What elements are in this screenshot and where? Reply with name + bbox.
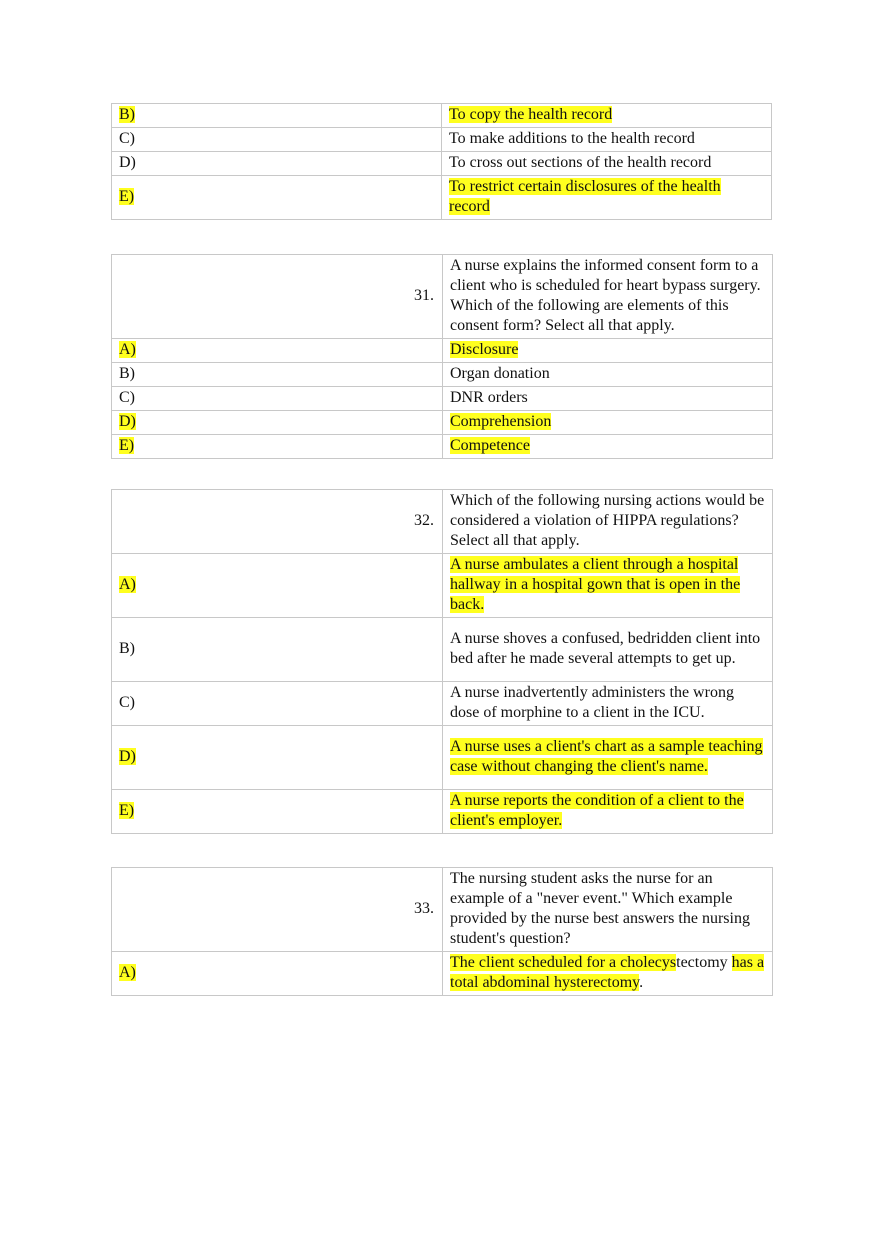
question-30-options-table: [111, 103, 772, 220]
option-text: To copy the health record: [449, 106, 613, 123]
option-row: [112, 682, 773, 726]
option-text: To cross out sections of the health record: [449, 154, 712, 171]
option-label: E): [119, 802, 135, 819]
option-label: A): [119, 341, 136, 358]
option-text: To make additions to the health record: [449, 130, 695, 147]
question-text: The nursing student asks the nurse for an example of a "never event." Which example provided by the nurse best answers the nursing student's question?: [450, 870, 750, 947]
option-row: [112, 411, 773, 435]
option-text: A nurse uses a client's chart as a sample teaching case without changing the client's name.: [450, 738, 763, 775]
option-label: D): [119, 154, 136, 171]
option-label: C): [119, 130, 135, 147]
option-label: C): [119, 389, 135, 406]
option-text: Competence: [450, 437, 530, 454]
option-text-plain: tectomy: [676, 954, 728, 971]
option-row: [112, 128, 772, 152]
option-row: [112, 339, 773, 363]
option-row: [112, 152, 772, 176]
option-text: Organ donation: [450, 365, 550, 382]
option-label: B): [119, 640, 135, 657]
question-row: [112, 868, 773, 952]
option-label: C): [119, 694, 135, 711]
question-text: A nurse explains the informed consent form to a client who is scheduled for heart bypass surgery. Which of the following are elements of this consent form? Select all that apply.: [450, 257, 761, 334]
option-row: [112, 363, 773, 387]
option-label: A): [119, 964, 136, 981]
question-row: [112, 490, 773, 554]
option-label: E): [119, 437, 135, 454]
option-text: To restrict certain disclosures of the health record: [449, 178, 721, 215]
option-text: A nurse reports the condition of a client to the client's employer.: [450, 792, 744, 829]
question-32-table: [111, 489, 773, 834]
option-text: DNR orders: [450, 389, 528, 406]
option-row: [112, 952, 773, 996]
option-text-highlighted: has a total abdominal hysterectomy: [450, 954, 765, 991]
option-row: [112, 176, 772, 220]
option-text: A nurse ambulates a client through a hospital hallway in a hospital gown that is open in the back.: [450, 556, 741, 613]
option-label: B): [119, 365, 135, 382]
option-label: A): [119, 576, 136, 593]
option-row: [112, 790, 773, 834]
question-33-table: [111, 867, 773, 996]
option-text: A nurse inadvertently administers the wrong dose of morphine to a client in the ICU.: [450, 684, 734, 721]
option-text-tail: .: [639, 974, 644, 991]
option-text-highlighted: The client scheduled for a cholecys: [450, 954, 677, 971]
option-row: [112, 104, 772, 128]
option-row: [112, 726, 773, 790]
option-text: Disclosure: [450, 341, 519, 358]
option-row: [112, 435, 773, 459]
question-text: Which of the following nursing actions would be considered a violation of HIPPA regulations? Select all that apply.: [450, 492, 765, 549]
question-31-table: [111, 254, 773, 459]
option-row: [112, 618, 773, 682]
option-label: E): [119, 188, 135, 205]
option-label: B): [119, 106, 135, 123]
option-label: D): [119, 413, 136, 430]
question-row: [112, 255, 773, 339]
option-row: [112, 387, 773, 411]
option-label: D): [119, 748, 136, 765]
question-number: 31.: [414, 287, 434, 304]
question-number: 32.: [414, 512, 434, 529]
option-text: A nurse shoves a confused, bedridden client into bed after he made several attempts to get up.: [450, 630, 761, 667]
option-row: [112, 554, 773, 618]
question-number: 33.: [414, 900, 434, 917]
option-text: Comprehension: [450, 413, 552, 430]
